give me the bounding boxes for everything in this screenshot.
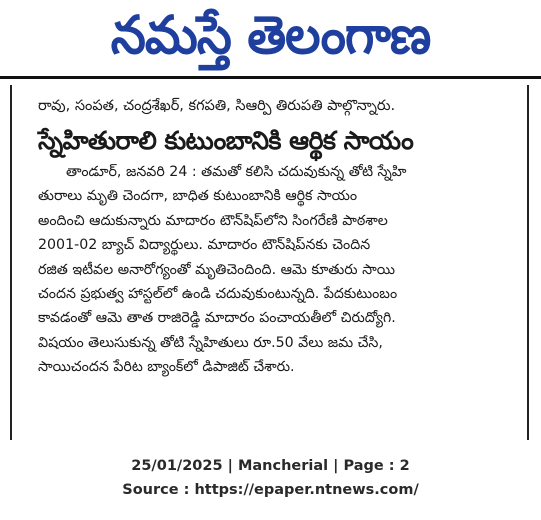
source-link[interactable]: Source : https://epaper.ntnews.com/: [122, 482, 419, 498]
masthead-title: నమస్తే తెలంగాణ: [110, 4, 431, 66]
article-body-line: విషయం తెలుసుకున్న తోటి స్నేహితులు రూ.50 వేలు జమ చేసి,: [38, 334, 383, 351]
article-body-line: అందించి ఆదుకున్నారు మాదారం టౌన్‌షిప్‌లోని సింగరేణి పాఠశాల: [38, 212, 388, 229]
clipping-footer: [0, 454, 541, 502]
article-body-line: తురాలు మృతి చెందగా, బాధిత కుటుంబానికి ఆర్థిక సాయం: [38, 188, 358, 205]
masthead-rule: [0, 76, 541, 79]
previous-article-line: రావు, సంపత, చంద్రశేఖర్, కగపతి, సిఆర్పి తిరుపతి పాల్గొన్నారు.: [38, 98, 396, 114]
article-body-line: తాండూర్, జనవరి 24 : తమతో కలిసి చదువుకున్న తోటి స్నేహి: [66, 164, 407, 180]
newspaper-masthead: [0, 0, 541, 70]
article-body: [38, 160, 520, 380]
clipping-right-border: [527, 85, 529, 440]
article-body-line: చందన ప్రభుత్వ హాస్టల్‌లో ఉండి చదువుకుంటున్నది. పేదకుటుంబం: [38, 286, 398, 303]
article-body-line: రజిత ఇటీవల అనారోగ్యంతో మృతిచెందింది. ఆమె కూతురు సాయి: [38, 261, 395, 278]
clipping-left-border: [10, 85, 12, 440]
article-body-line: సాయిచందన పేరిట బ్యాంక్‌లో డిపాజిట్ చేశారు.: [38, 359, 295, 376]
edition-info: 25/01/2025 | Mancherial | Page : 2: [131, 458, 410, 474]
article-body-line: కావడంతో ఆమె తాత రాజిరెడ్డి మాదారం పంచాయతీలో చిరుద్యోగి.: [38, 310, 396, 327]
article-headline: స్నేహితురాలి కుటుంబానికి ఆర్థిక సాయం: [38, 126, 414, 155]
article-body-line: 2001-02 బ్యాచ్ విద్యార్థులు. మాదారం టౌన్‌షిప్‌నకు చెందిన: [38, 237, 371, 254]
article-clipping: [38, 93, 520, 380]
